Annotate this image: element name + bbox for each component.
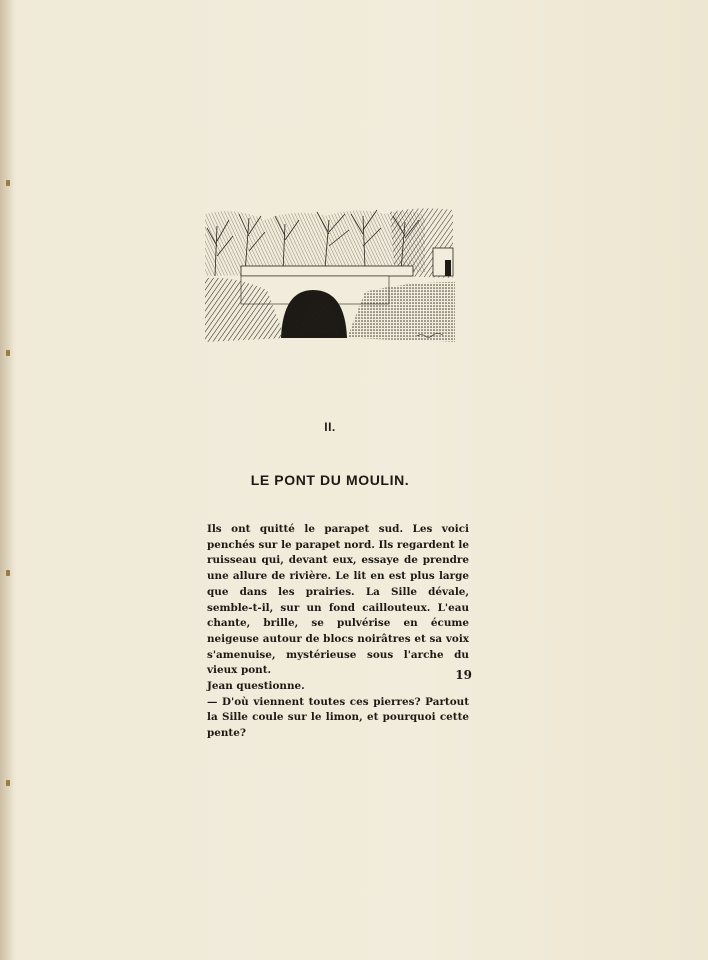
chapter-number: II.: [324, 420, 336, 434]
page-number: 19: [455, 668, 472, 682]
paragraph: — D'où viennent toutes ces pierres? Partout la Sille coule sur le limon, et pourquoi cette pente?: [207, 695, 469, 740]
page-edge-mark: [6, 780, 10, 786]
page-edge-mark: [6, 570, 10, 576]
paragraph: Jean questionne.: [207, 680, 305, 693]
page-edge-mark: [6, 180, 10, 186]
page-edge-mark: [6, 350, 10, 356]
chapter-title: LE PONT DU MOULIN.: [250, 472, 410, 488]
paragraph: Ils ont quitté le parapet sud. Les voici penchés sur le parapet nord. Ils regardent le ruisseau qui, devant eux, essaye de prendre une allure de rivière. Le lit en est plus large que dans les prairies. La Sille dévale, semble-t-il, sur un fond caillouteux. L'eau chante, brille, se pulvérise en écume neigeuse autour de blocs noirâtres et sa voix s'amenuise, mystérieuse sous l'arche du vieux pont.: [207, 523, 469, 677]
bridge-engraving-icon: [205, 206, 455, 344]
body-text: [207, 522, 469, 742]
